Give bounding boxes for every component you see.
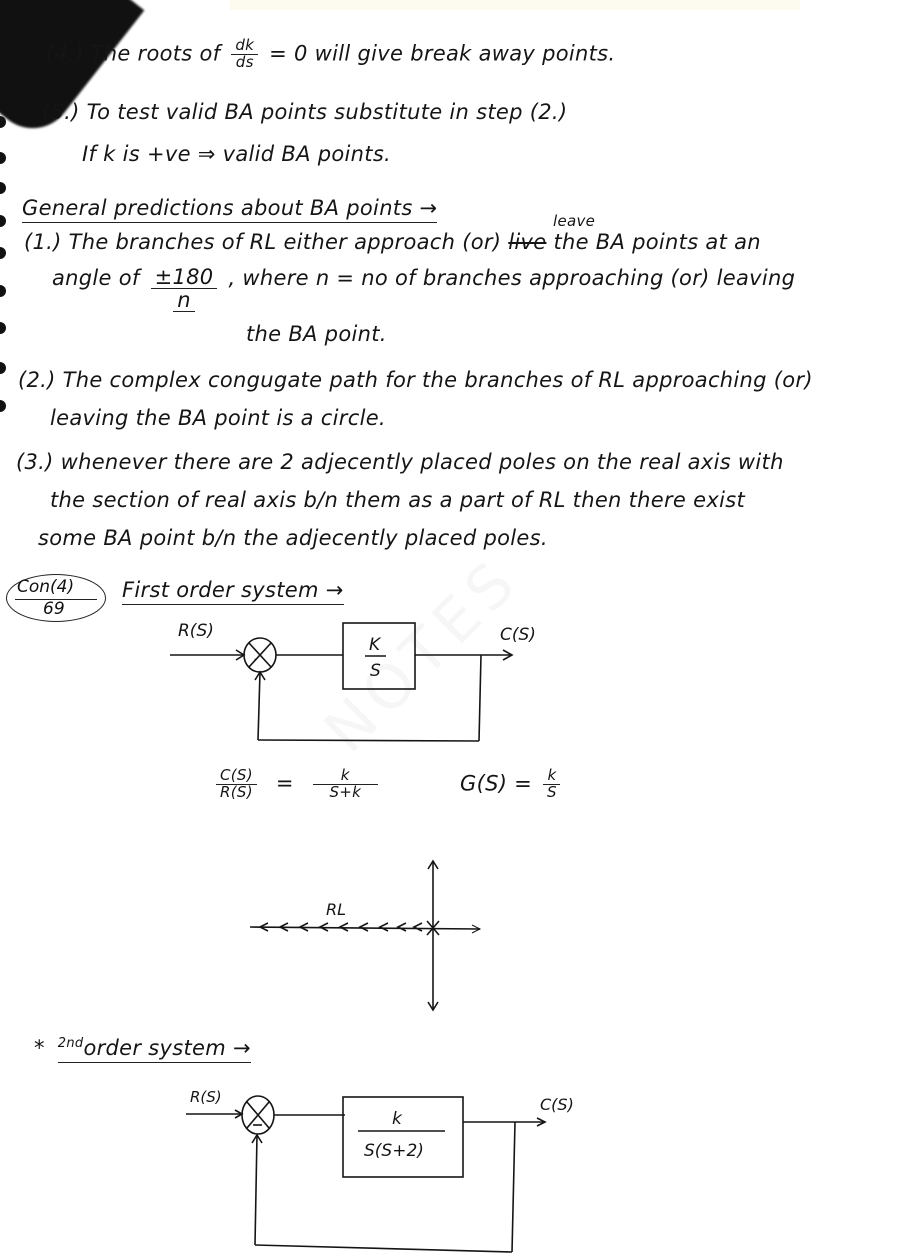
step-text: To test valid BA points substitute in step (2.) bbox=[86, 100, 568, 124]
block-numerator: K bbox=[369, 635, 381, 655]
fraction-denominator: S+k bbox=[329, 782, 362, 801]
tag-top-text: Con(4) bbox=[17, 577, 75, 597]
step-4 bbox=[46, 38, 615, 71]
fraction-numerator: ±180 bbox=[151, 266, 218, 289]
prediction-1-line-2 bbox=[52, 266, 795, 312]
prediction-2-line-2: leaving the BA point is a circle. bbox=[50, 406, 386, 430]
minus-sign: - bbox=[254, 654, 258, 665]
g-label: G(S) = bbox=[460, 771, 533, 796]
tag-bottom-text: 69 bbox=[43, 599, 65, 619]
tf-rhs-fraction bbox=[313, 768, 378, 801]
g-fraction bbox=[543, 768, 561, 801]
heading-superscript: 2nd bbox=[57, 1036, 84, 1051]
prediction-3-line-1 bbox=[16, 450, 784, 474]
heading-text: General predictions about BA points → bbox=[22, 196, 437, 223]
item-number: (2.) bbox=[18, 368, 56, 392]
second-order-heading bbox=[34, 1036, 251, 1060]
binder-hole bbox=[0, 247, 6, 259]
block-denominator: S bbox=[370, 661, 381, 681]
rl-label: RL bbox=[326, 900, 347, 919]
prediction-3-line-2: the section of real axis b/n them as a part of RL then there exist bbox=[50, 488, 745, 512]
first-order-block-diagram bbox=[0, 610, 900, 750]
inserted-word-leave: leave bbox=[553, 212, 596, 230]
step-5 bbox=[42, 100, 567, 124]
fraction-denominator: S bbox=[547, 782, 557, 801]
block-denominator: S(S+2) bbox=[364, 1141, 424, 1161]
binder-hole bbox=[0, 152, 6, 164]
item-text: The complex congugate path for the branches of RL approaching (or) bbox=[62, 368, 813, 392]
output-label-cs: C(S) bbox=[500, 625, 536, 645]
heading-text: First order system → bbox=[122, 578, 344, 605]
item-number: (3.) bbox=[16, 450, 54, 474]
binder-hole bbox=[0, 215, 6, 227]
binder-hole bbox=[0, 400, 6, 412]
step-5-condition: If k is +ve ⇒ valid BA points. bbox=[82, 142, 392, 166]
item-text: the BA points at an bbox=[553, 230, 761, 254]
prediction-3-line-3: some BA point b/n the adjecently placed poles. bbox=[38, 526, 548, 550]
binder-hole bbox=[0, 362, 6, 374]
struck-word: live bbox=[508, 230, 547, 254]
paper-tint bbox=[230, 0, 800, 10]
input-label-rs: R(S) bbox=[190, 1088, 222, 1106]
closed-loop-transfer-function bbox=[212, 768, 382, 801]
binder-hole bbox=[0, 322, 6, 334]
output-label-cs: C(S) bbox=[540, 1095, 574, 1114]
fraction-denominator: ds bbox=[235, 52, 254, 71]
heading-text bbox=[58, 1036, 251, 1063]
fraction-numerator: k bbox=[543, 768, 560, 785]
open-loop-transfer-function bbox=[460, 768, 565, 801]
prediction-2-line-1 bbox=[18, 368, 813, 392]
item-text: The branches of RL either approach (or) bbox=[68, 230, 502, 254]
fraction-denominator: R(S) bbox=[220, 782, 253, 801]
equals-sign: = bbox=[275, 771, 294, 796]
dk-ds-fraction bbox=[231, 38, 258, 71]
item-text: whenever there are 2 adjecently placed poles on the real axis with bbox=[60, 450, 784, 474]
second-order-block-diagram bbox=[0, 1080, 900, 1260]
fraction-numerator: k bbox=[313, 768, 378, 785]
fraction-denominator: n bbox=[173, 289, 195, 312]
step-number: (4.) bbox=[46, 41, 84, 66]
predictions-heading bbox=[22, 196, 437, 220]
input-label-rs: R(S) bbox=[178, 621, 214, 641]
fraction-numerator: C(S) bbox=[216, 768, 257, 785]
item-text: angle of bbox=[52, 266, 140, 290]
step-text: = 0 will give break away points. bbox=[269, 41, 616, 66]
binder-hole bbox=[0, 182, 6, 194]
item-number: (1.) bbox=[24, 230, 62, 254]
prediction-1-line-3: the BA point. bbox=[246, 322, 387, 346]
step-number: (5.) bbox=[42, 100, 80, 124]
step-text: The roots of bbox=[90, 41, 221, 66]
block-numerator: k bbox=[392, 1109, 402, 1129]
fraction-numerator: dk bbox=[231, 38, 258, 55]
first-order-heading bbox=[122, 578, 344, 602]
binder-hole bbox=[0, 285, 6, 297]
angle-fraction bbox=[151, 266, 218, 312]
star-bullet: * bbox=[34, 1036, 45, 1060]
root-locus-plot bbox=[240, 855, 500, 1015]
prediction-1-line-1 bbox=[24, 230, 761, 254]
item-text: , where n = no of branches approaching (or) leaving bbox=[228, 266, 796, 290]
heading-rest: order system → bbox=[83, 1036, 251, 1060]
tf-lhs-fraction bbox=[216, 768, 257, 801]
